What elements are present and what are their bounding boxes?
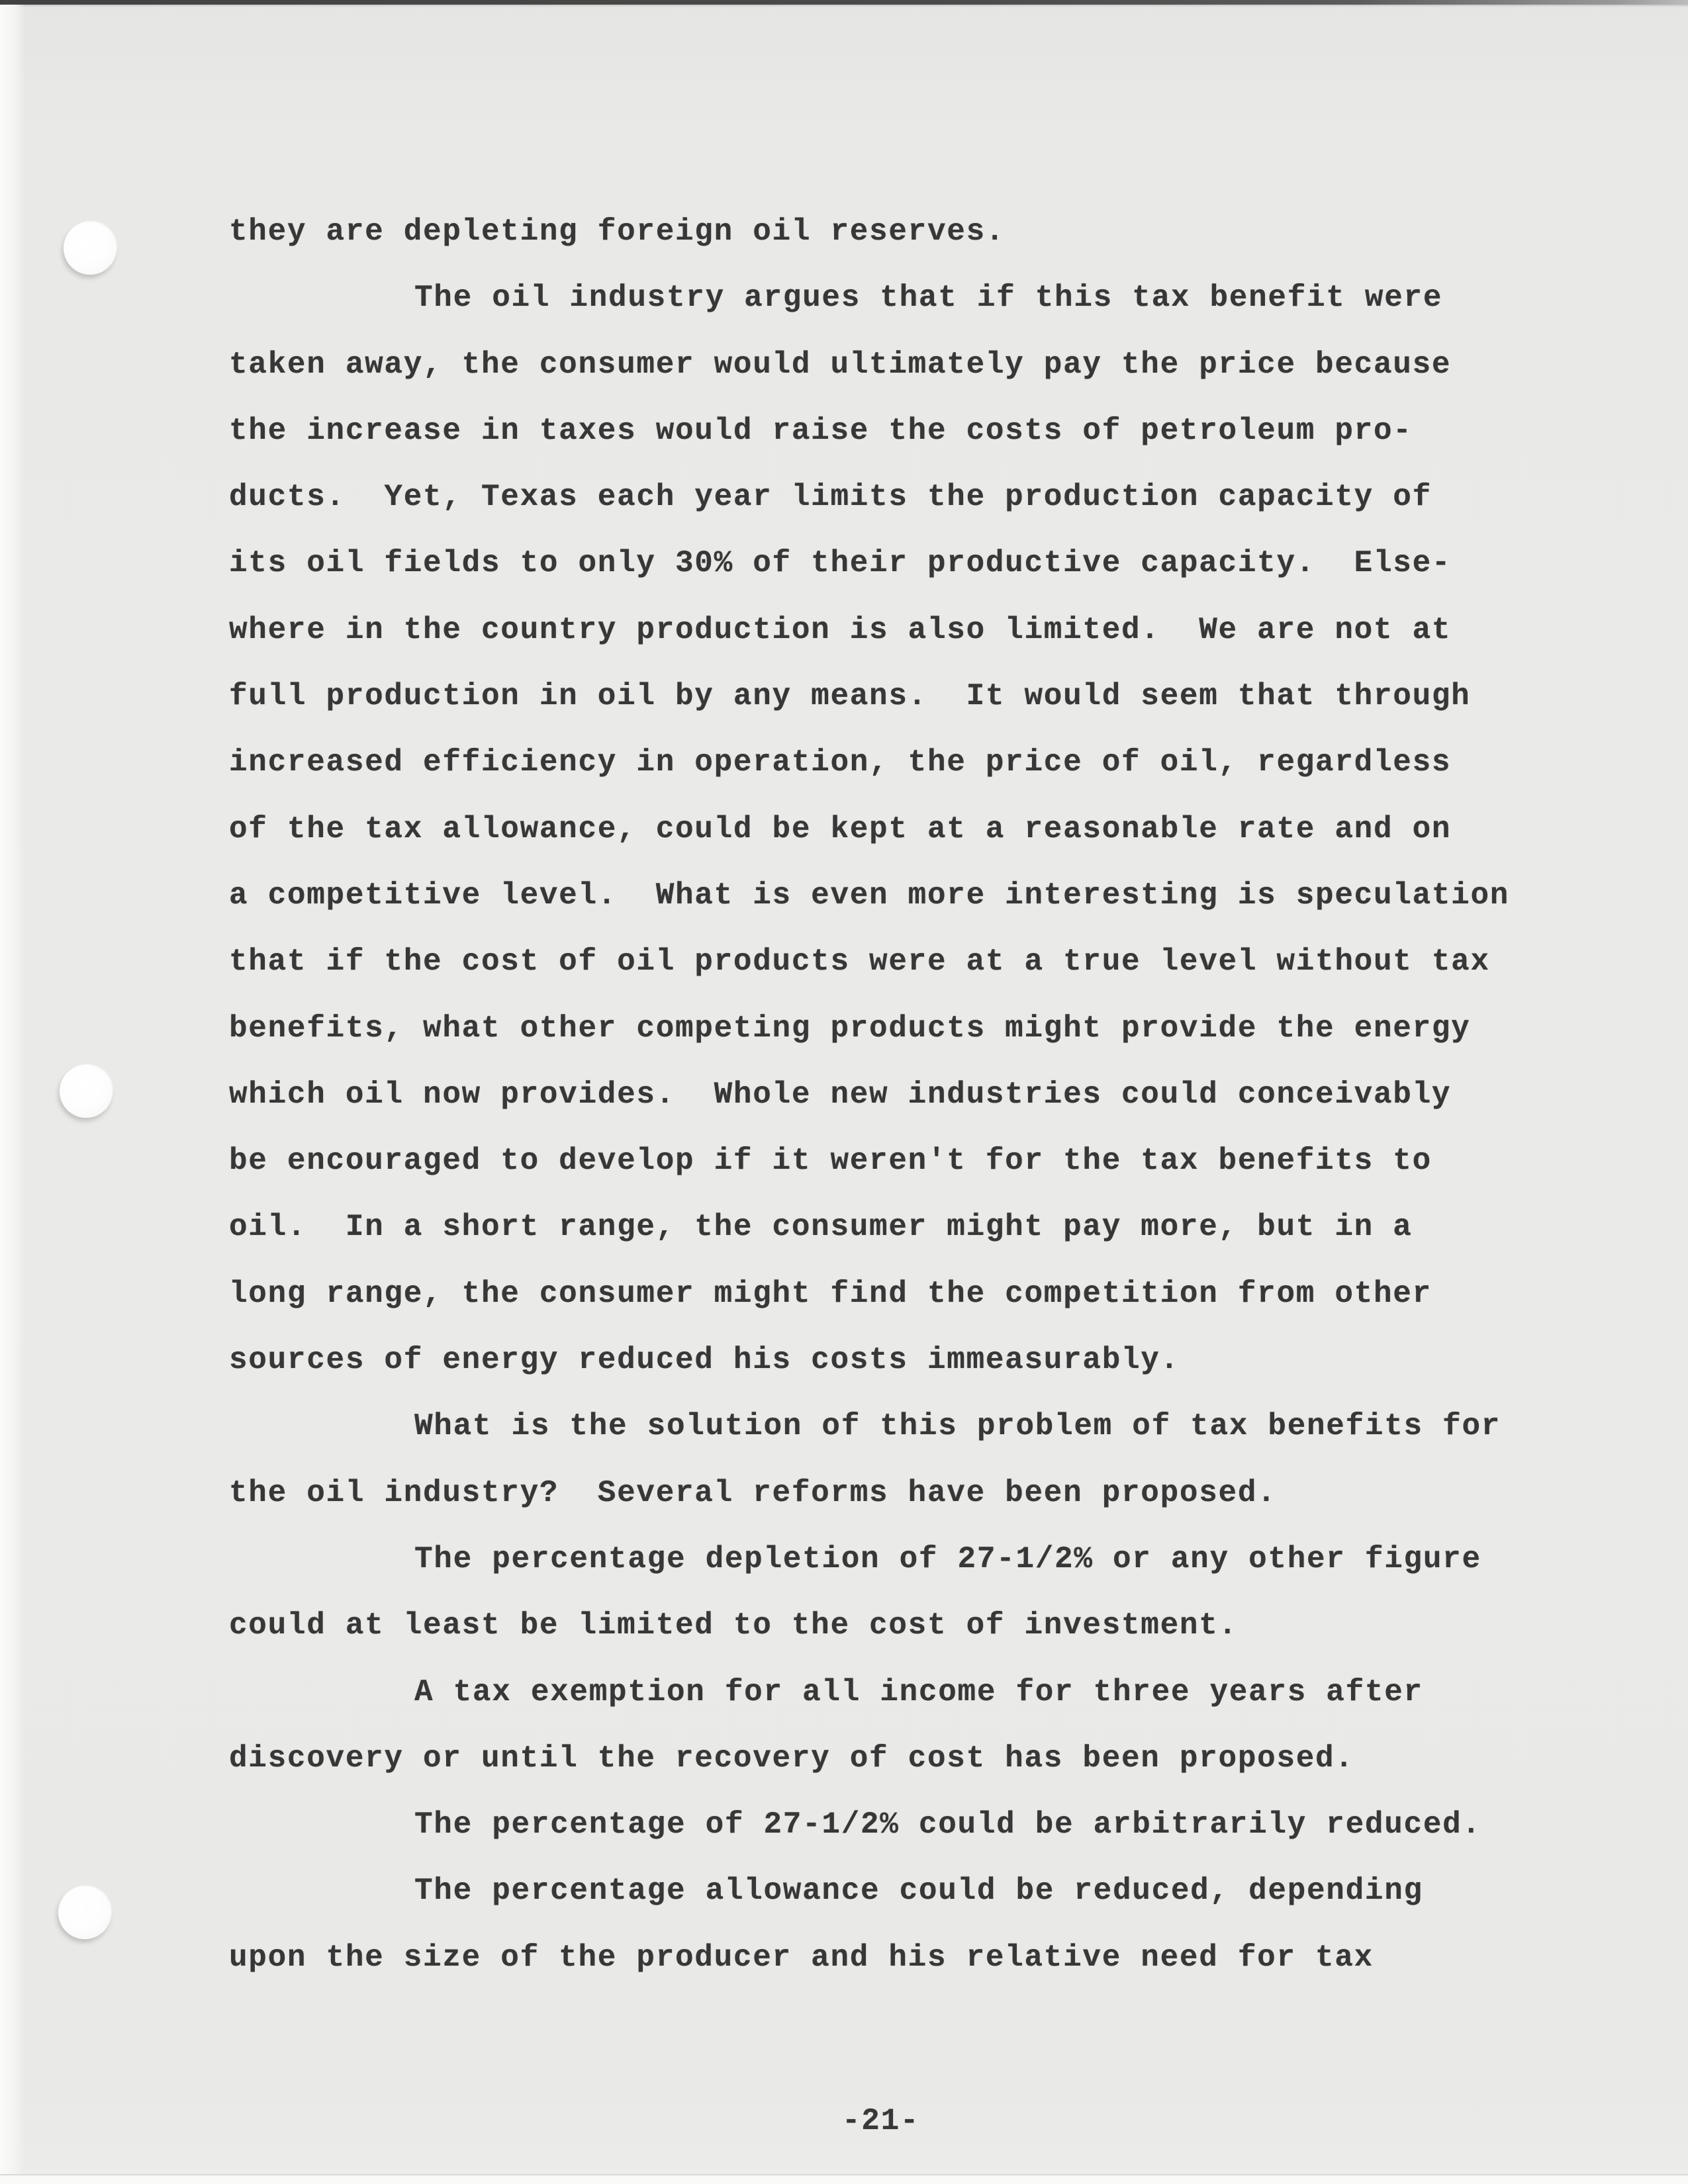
text-line: they are depleting foreign oil reserves. — [229, 214, 1006, 249]
text-line: taken away, the consumer would ultimately pay the price because — [229, 347, 1452, 382]
scan-top-edge-shadow — [0, 5, 1688, 7]
text-line: could at least be limited to the cost of investment. — [229, 1608, 1238, 1643]
text-line: its oil fields to only 30% of their productive capacity. Else- — [229, 546, 1452, 581]
text-line: where in the country production is also limited. We are not at — [229, 612, 1452, 647]
punch-hole-middle — [60, 1065, 113, 1118]
text-line: The percentage allowance could be reduced, depending — [414, 1874, 1423, 1909]
text-line: long range, the consumer might find the competition from other — [229, 1276, 1432, 1311]
scan-left-edge — [0, 5, 25, 2184]
text-line: oil. In a short range, the consumer might pay more, but in a — [229, 1210, 1413, 1245]
text-line: A tax exemption for all income for three years after — [414, 1674, 1423, 1709]
text-line: full production in oil by any means. It would seem that through — [229, 679, 1471, 714]
scan-top-edge — [0, 0, 1688, 5]
text-line: which oil now provides. Whole new industries could conceivably — [229, 1077, 1452, 1112]
text-line: of the tax allowance, could be kept at a reasonable rate and on — [229, 811, 1452, 846]
text-line: sources of energy reduced his costs immeasurably. — [229, 1343, 1180, 1378]
text-line: increased efficiency in operation, the price of oil, regardless — [229, 745, 1452, 780]
scan-bottom-edge — [0, 2175, 1688, 2184]
text-line: the increase in taxes would raise the costs of petroleum pro- — [229, 413, 1413, 448]
text-line: What is the solution of this problem of tax benefits for — [414, 1409, 1501, 1444]
text-line: The percentage depletion of 27-1/2% or any other figure — [414, 1541, 1481, 1576]
text-lines — [229, 199, 1586, 1991]
punch-hole-top — [64, 222, 117, 275]
punch-hole-bottom — [58, 1886, 111, 1939]
text-line: benefits, what other competing products might provide the energy — [229, 1011, 1471, 1046]
text-line: The oil industry argues that if this tax benefit were — [414, 281, 1443, 316]
page-number: -21- — [842, 2104, 920, 2138]
text-line: discovery or until the recovery of cost has been proposed. — [229, 1741, 1354, 1776]
text-line: be encouraged to develop if it weren't for the tax benefits to — [229, 1144, 1432, 1179]
text-line: upon the size of the producer and his relative need for tax — [229, 1940, 1374, 1975]
text-line: ducts. Yet, Texas each year limits the production capacity of — [229, 480, 1432, 515]
text-line: that if the cost of oil products were at a true level without tax — [229, 944, 1490, 979]
text-line: The percentage of 27-1/2% could be arbitrarily reduced. — [414, 1807, 1481, 1843]
text-line: the oil industry? Several reforms have been proposed. — [229, 1475, 1277, 1510]
text-line: a competitive level. What is even more interesting is speculation — [229, 878, 1510, 913]
